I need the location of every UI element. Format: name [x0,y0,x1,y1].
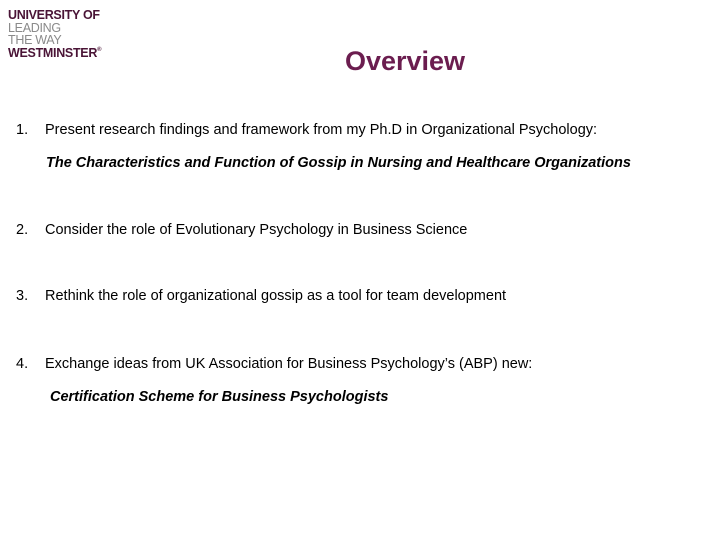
list-item-text: Exchange ideas from UK Association for Business Psychology’s (ABP) new: [45,356,533,372]
logo-westminster-text: WESTMINSTER [8,45,98,60]
logo-line-university-of: UNIVERSITY OF [8,8,100,22]
logo-registered-mark: ® [97,46,102,53]
list-item-3 [16,288,506,304]
list-item-2 [16,222,467,238]
list-item-number: 2. [16,222,29,238]
logo-line-westminster [8,47,148,60]
list-item-4 [16,356,532,372]
logo-line-the-way: THE WAY [8,33,62,47]
university-logo [8,9,148,59]
logo-line-leading: LEADING [8,20,61,35]
list-item-text: Present research findings and framework from my Ph.D in Organizational Psychology: [45,122,598,138]
list-item-text: Rethink the role of organizational gossip as a tool for team development [45,288,507,304]
list-item-1-subtitle: The Characteristics and Function of Gossip in Nursing and Healthcare Organizations [46,155,631,171]
list-item-text: Consider the role of Evolutionary Psychology in Business Science [45,222,468,238]
list-item-number: 1. [16,122,29,138]
list-item-number: 4. [16,356,29,372]
slide-title: Overview [344,46,466,76]
list-item-1 [16,122,597,138]
list-item-number: 3. [16,288,29,304]
list-item-4-subtitle: Certification Scheme for Business Psychologists [50,389,389,405]
